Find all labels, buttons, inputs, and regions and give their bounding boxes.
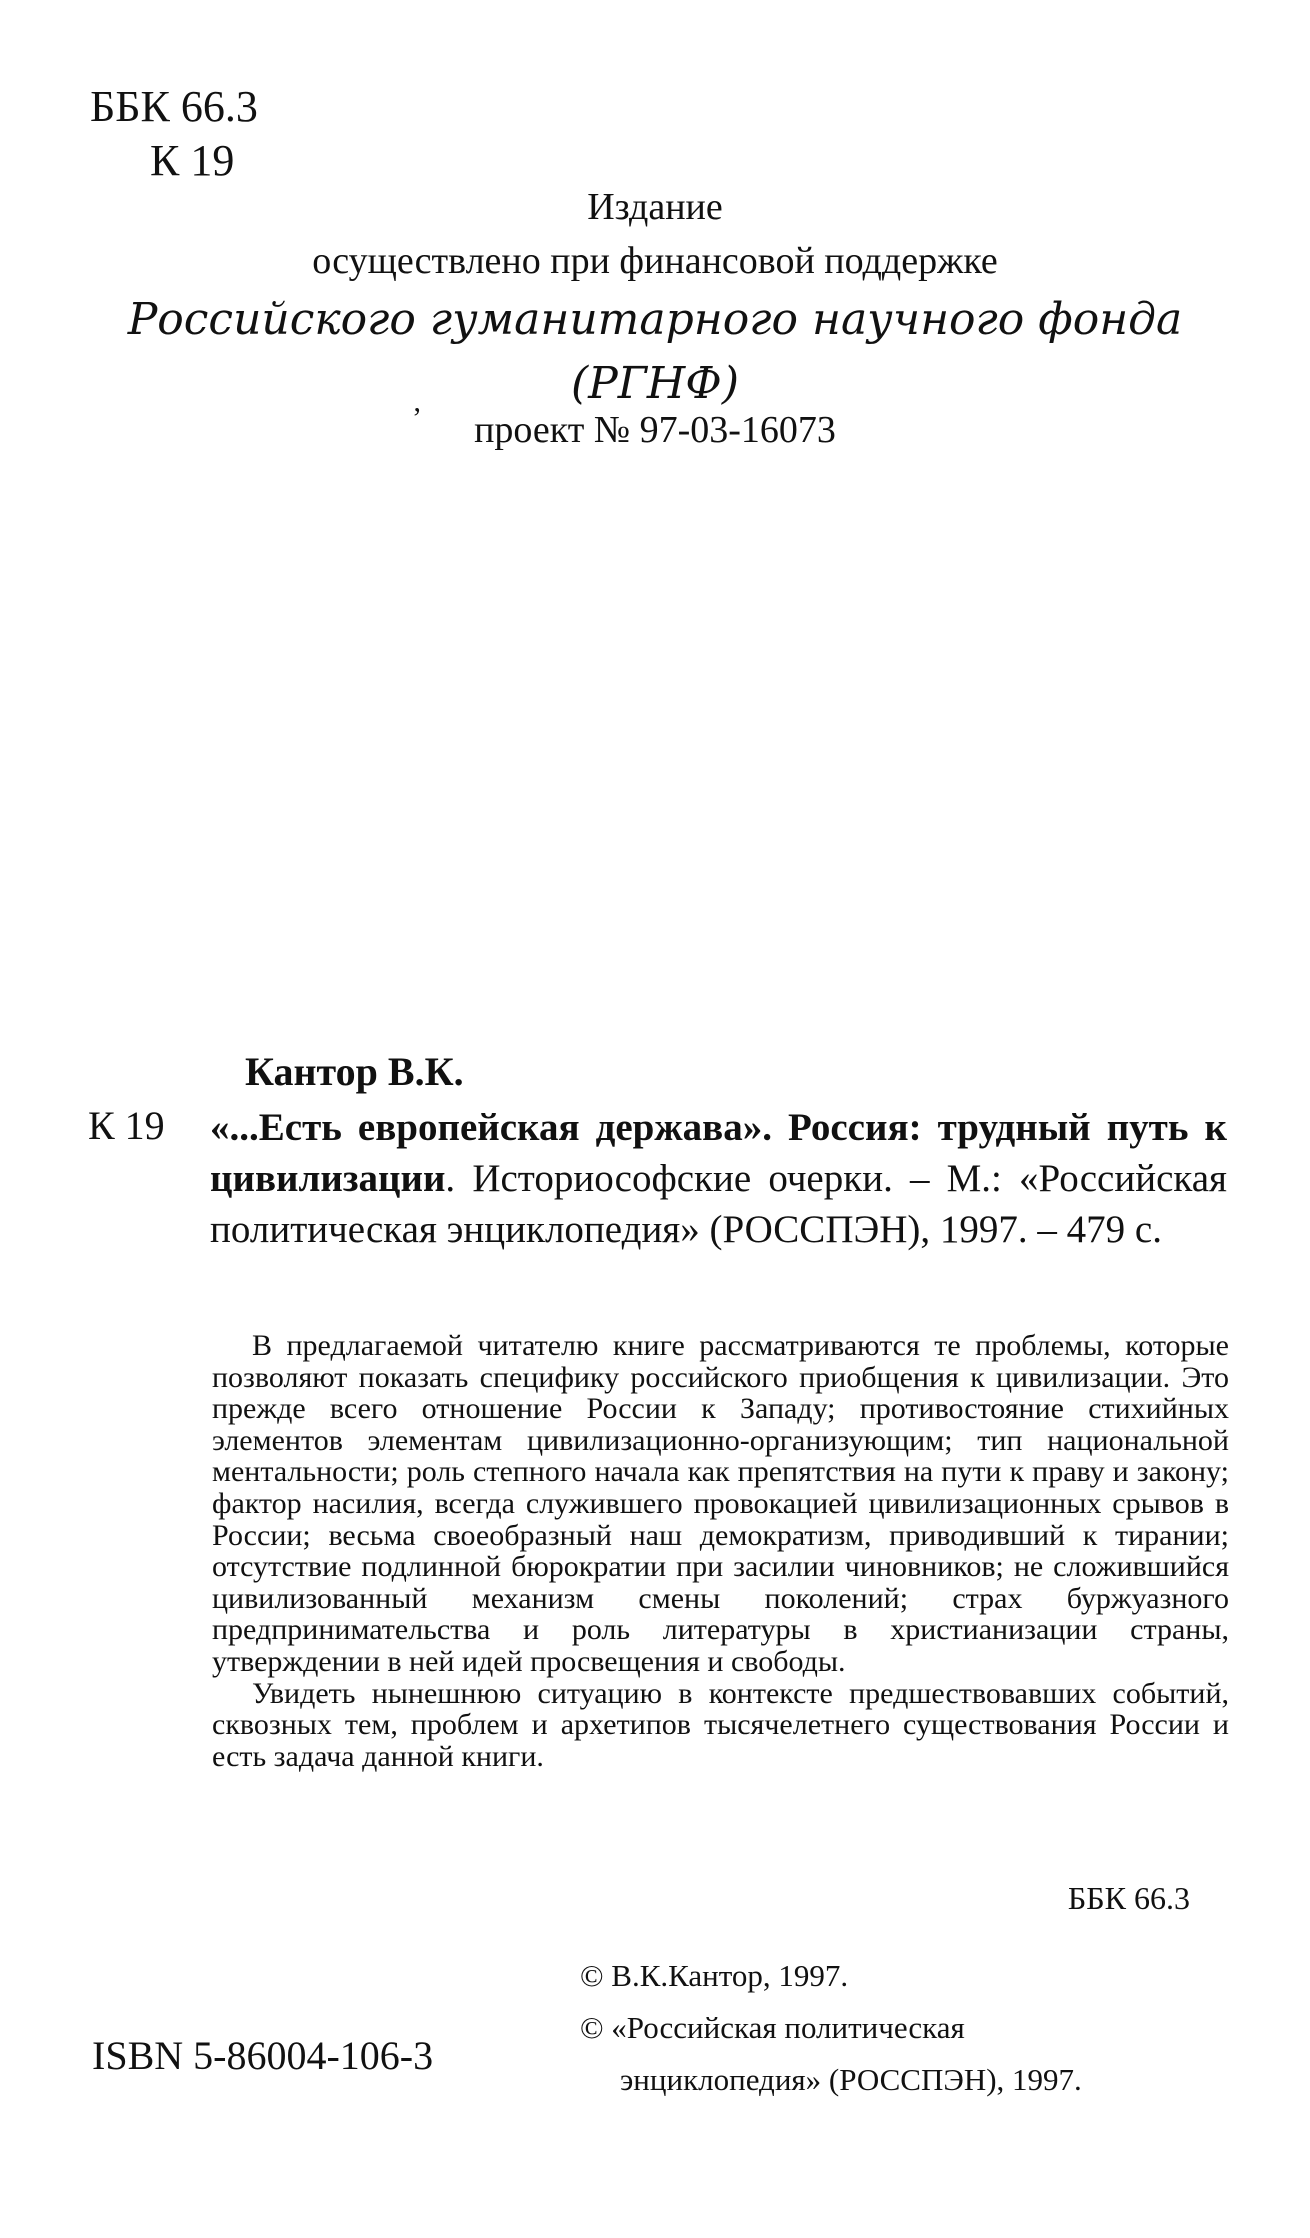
copyright-publisher-cont: энциклопедия» (РОССПЭН), 1997. <box>620 2062 1082 2097</box>
record-title-bold: «...Есть европейская держава». Россия: трудный путь к цивилизации <box>210 1106 1227 1200</box>
copyright-publisher: © «Российская политическая <box>580 2010 965 2045</box>
grant-line-1: Издание <box>587 186 723 228</box>
bbk-index-top <box>90 80 258 188</box>
annotation-paragraph-2: Увидеть нынешнюю ситуацию в контексте предшествовавших событий, сквозных тем, проблем и архетипов тысячелетнего существования России и есть задача данной книги. <box>212 1676 1229 1773</box>
record-code: К 19 <box>88 1103 165 1148</box>
stray-mark: ʼ <box>412 402 422 435</box>
bbk-code: ББК 66.3 <box>90 82 258 131</box>
bbk-index-bottom: ББК 66.3 <box>1067 1880 1190 1916</box>
annotation-paragraph-1: В предлагаемой читателю книге рассматриваются те проблемы, которые позволяют показать специфику российского приобщения к цивилизации. Это прежде всего отношение России к Западу; противостояние стихийных элементов элементам цивилизационно-организующим; тип национальной ментальности; роль степного начала как препятствия на пути к праву и закону; фактор насилия, всегда служившего провокацией цивилизационных срывов в России; весьма своеобразный наш демократизм, приводивший к тирании; отсутствие подлинной бюрократии при засилии чиновников; не сложившийся цивилизованный механизм смены поколений; страх буржуазного предпринимательства и роль литературы в христианизации страны, утверждении в ней идей просвещения и свободы. <box>212 1329 1229 1678</box>
grant-line-2: осуществлено при финансовой поддержке <box>312 240 998 282</box>
record-author: Кантор В.К. <box>245 1049 464 1094</box>
copyright-block <box>580 1950 1082 2106</box>
fund-name: Российского гуманитарного научного фонда <box>127 294 1183 345</box>
record-title <box>210 1102 1227 1255</box>
fund-abbreviation: (РГНФ) <box>571 358 739 409</box>
author-mark: К 19 <box>150 136 235 185</box>
record-title-rest: . Историософские очерки. – М.: «Российская политическая энциклопедия» (РОССПЭН), 1997. – 479 с. <box>210 1157 1227 1251</box>
grant-notice <box>0 180 1310 416</box>
project-number: проект № 97-03-16073 <box>474 409 836 451</box>
copyright-author: © В.К.Кантор, 1997. <box>580 1958 849 1993</box>
annotation <box>212 1330 1229 1772</box>
isbn: ISBN 5-86004-106-3 <box>92 2033 434 2078</box>
